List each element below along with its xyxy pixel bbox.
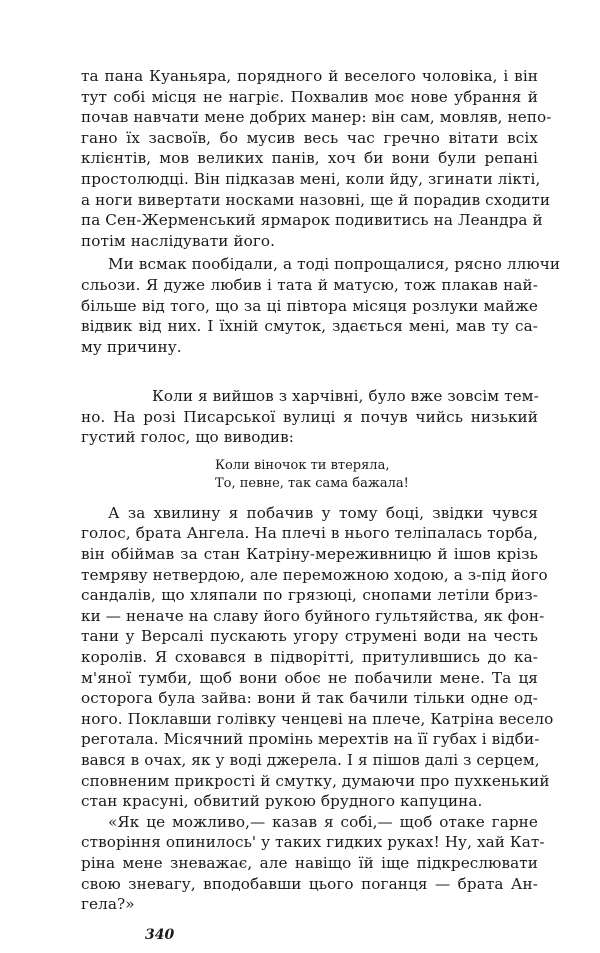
text-line: ріна мене зневажає, але навіщо їй іще підкреслювати	[81, 854, 538, 872]
verse-line: Коли віночок ти втеряла,	[215, 457, 390, 473]
text-line: більше від того, що за ці півтора місяця розлуки майже	[81, 296, 538, 315]
text-line: почав навчати мене добрих манер: він сам, мовляв, непо-	[81, 108, 552, 127]
text-line: відвик від них. І їхній смуток, здається мені, мав ту са-	[81, 317, 538, 336]
text-line: сандалів, що хляпали по грязюці, снопами летіли бриз-	[81, 586, 538, 605]
text-line: му причину.	[81, 337, 182, 356]
text-line: реготала. Місячний промінь мерехтів на її губах і відби-	[81, 730, 540, 749]
text-line: темряву нетвердою, але переможною ходою, а з-під його	[81, 565, 548, 584]
text-line: та пана Куаньяра, порядного й веселого чоловіка, і він	[81, 67, 538, 85]
text-line: свою зневагу, вподобавши цього поганця — брата Ан-	[81, 874, 538, 893]
text-line: голос, брата Ангела. На плечі в нього теліпалась торба,	[81, 524, 538, 543]
text-line: створіння опинилось' у таких гидких руках! Ну, хай Кат-	[81, 833, 545, 852]
text-line: ки — неначе на славу його буйного гультяйства, як фон-	[81, 606, 545, 625]
page-number: 340	[145, 926, 175, 943]
text-line: вався в очах, як у воді джерела. І я пішов далі з серцем,	[81, 751, 540, 769]
text-line: простолюдці. Він підказав мені, коли йду, згинати лікті,	[81, 170, 541, 188]
text-line: він обіймав за стан Катріну-мереживницю й ішов крізь	[81, 545, 538, 563]
text-line: тани у Версалі пускають угору струмені води на честь	[81, 627, 538, 646]
text-line: королів. Я сховався в підворітті, притулившись до ка-	[81, 648, 538, 666]
text-line: Ми всмак пообідали, а тоді попрощалися, рясно ллючи	[108, 255, 561, 274]
text-line: тут собі місця не нагріє. Похвалив моє нове убрання й	[81, 87, 538, 106]
text-line: стан красуні, обвитий рукою брудного капуцина.	[81, 792, 483, 811]
verse-line: То, певне, так сама бажала!	[215, 475, 409, 491]
text-line: Коли я вийшов з харчівні, було вже зовсім тем-	[152, 387, 539, 405]
text-line: сповненим прикрості й смутку, думаючи про пухкенький	[81, 771, 550, 790]
text-line: а ноги вивертати носками назовні, ще й порадив сходити	[81, 190, 551, 209]
text-line: гела?»	[81, 895, 135, 914]
text-line: но. На розі Писарської вулиці я почув чийсь низький	[81, 407, 538, 426]
text-line: па Сен-Жерменський ярмарок подивитись на Леандра й	[81, 211, 543, 230]
text-line: потім наслідувати його.	[81, 231, 276, 250]
text-line: клієнтів, мов великих панів, хоч би вони були репані	[81, 149, 538, 168]
text-line: сльози. Я дуже любив і тата й матусю, тож плакав най-	[81, 276, 538, 294]
text-line: густий голос, що виводив:	[81, 428, 295, 447]
text-line: «Як це можливо,— казав я собі,— щоб отаке гарне	[108, 812, 538, 831]
text-line: гано їх засвоїв, бо мусив весь час гречно вітати всіх	[81, 128, 538, 147]
text-line: осторога була зайва: вони й так бачили тільки одне од-	[81, 689, 538, 708]
text-line: м'яної тумби, щоб вони обоє не побачили мене. Та ця	[81, 668, 538, 687]
text-line: ного. Поклавши голівку ченцеві на плече, Катріна весело	[81, 709, 554, 728]
text-line: А за хвилину я побачив у тому боці, звідки чувся	[108, 503, 538, 522]
